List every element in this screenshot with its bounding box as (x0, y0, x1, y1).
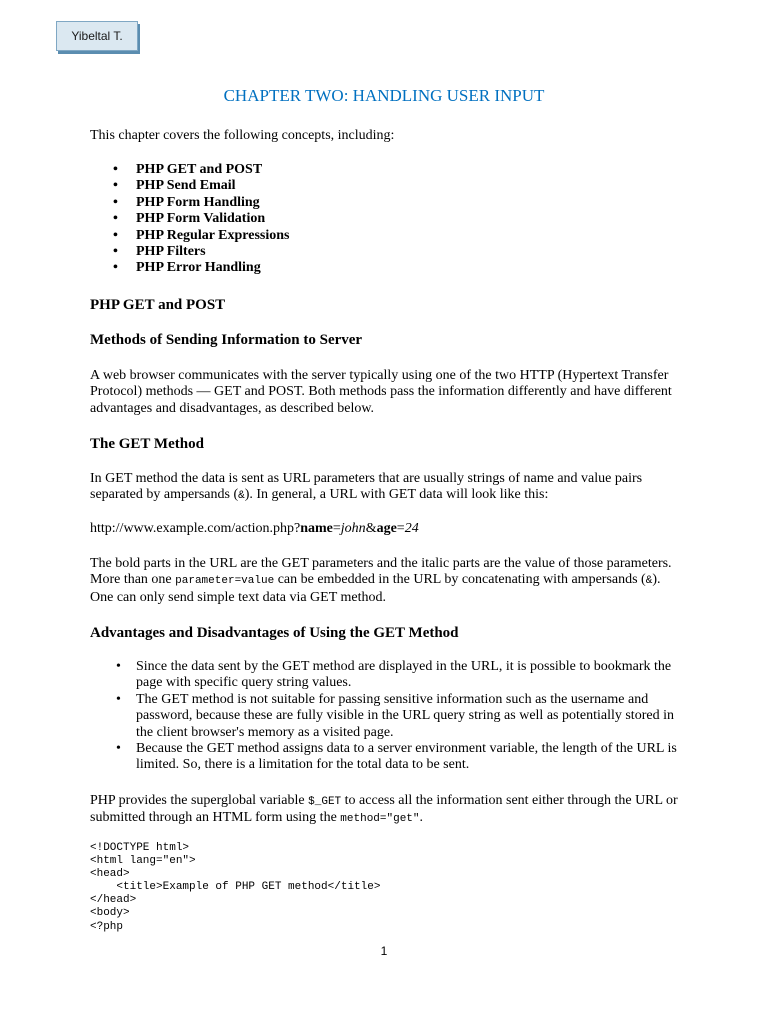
code-line: <body> (90, 907, 130, 920)
intro-paragraph: This chapter covers the following concepts, including: (90, 128, 395, 143)
code-line: <title>Example of PHP GET method</title> (90, 881, 381, 894)
text-segment: PHP provides the superglobal variable (90, 793, 309, 808)
url-example (90, 521, 419, 537)
url-equals: = (332, 521, 341, 536)
inline-code: parameter=value (175, 575, 275, 588)
inline-code: & (645, 575, 653, 588)
list-item: • Because the GET method assigns data to a server environment variable, the length of the URL is limited. So, there is a limitation for the total data to be sent. (136, 741, 680, 774)
section-heading-get-post: PHP GET and POST (90, 297, 226, 313)
concepts-list (90, 162, 290, 277)
page-number: 1 (380, 944, 388, 958)
list-item: • PHP Error Handling (136, 260, 290, 276)
inline-code: method="get" (340, 813, 420, 826)
section-heading-methods: Methods of Sending Information to Server (90, 332, 363, 348)
author-tag: Yibeltal T. (56, 21, 138, 51)
code-line: <!DOCTYPE html> (90, 842, 190, 854)
code-line: </head> (90, 894, 137, 907)
get-method-paragraph (90, 471, 680, 505)
chapter-title: CHAPTER TWO: HANDLING USER INPUT (223, 86, 545, 105)
code-block (90, 842, 380, 934)
inline-code: $_GET (308, 796, 342, 808)
section-heading-get-method: The GET Method (90, 436, 204, 452)
text-segment: ). In general, a URL with GET data will look like this: (244, 487, 549, 503)
text-segment: . (419, 810, 424, 826)
url-equals: = (396, 521, 405, 536)
url-separator: & (365, 521, 377, 536)
list-item: • PHP Form Handling (136, 195, 290, 211)
url-base: http://www.example.com/action.php? (90, 521, 301, 536)
superglobal-paragraph (90, 793, 680, 828)
url-value-age: 24 (404, 521, 419, 536)
list-item: • The GET method is not suitable for passing sensitive information such as the username and password, because these are fully visible in the URL query string as well as potentially stored in the client browser's memory as a visited page. (136, 692, 680, 741)
text-segment: In GET method the data is sent as URL parameters that are usually strings of name and value pairs separated by ampersands ( (90, 471, 643, 503)
list-item: • PHP Send Email (136, 178, 290, 194)
url-param-name: name (300, 521, 333, 536)
list-item: • PHP Filters (136, 244, 290, 260)
text-segment: can be embedded in the URL by concatenating with ampersands ( (274, 572, 646, 588)
code-line: <head> (90, 868, 130, 881)
advantages-list (90, 659, 680, 774)
url-value-name: john (340, 521, 366, 536)
list-item: • PHP GET and POST (136, 162, 290, 178)
code-line: <html lang="en"> (90, 855, 196, 868)
url-explanation-paragraph (90, 556, 680, 606)
methods-paragraph: A web browser communicates with the server typically using one of the two HTTP (Hypertext Transfer Protocol) methods — GET and POST. Both methods pass the information differently and have different advantages and disadvantages, as described below. (90, 368, 672, 416)
text-segment: The bold parts in the URL are the GET parameters and the italic parts are the value of those parameters. More than one (90, 556, 672, 588)
text-segment: ). One can only send simple text data via GET method. (90, 572, 661, 605)
code-line: <?php (90, 920, 124, 933)
list-item: • Since the data sent by the GET method are displayed in the URL, it is possible to bookmark the page with specific query string values. (136, 659, 680, 692)
section-heading-advantages: Advantages and Disadvantages of Using the GET Method (90, 625, 459, 641)
text-segment: to access all the information sent either through the URL or submitted through an HTML form using the (90, 793, 678, 826)
list-item: • PHP Regular Expressions (136, 228, 290, 244)
url-param-age: age (376, 521, 397, 536)
list-item: • PHP Form Validation (136, 211, 290, 227)
inline-code: & (238, 490, 245, 503)
